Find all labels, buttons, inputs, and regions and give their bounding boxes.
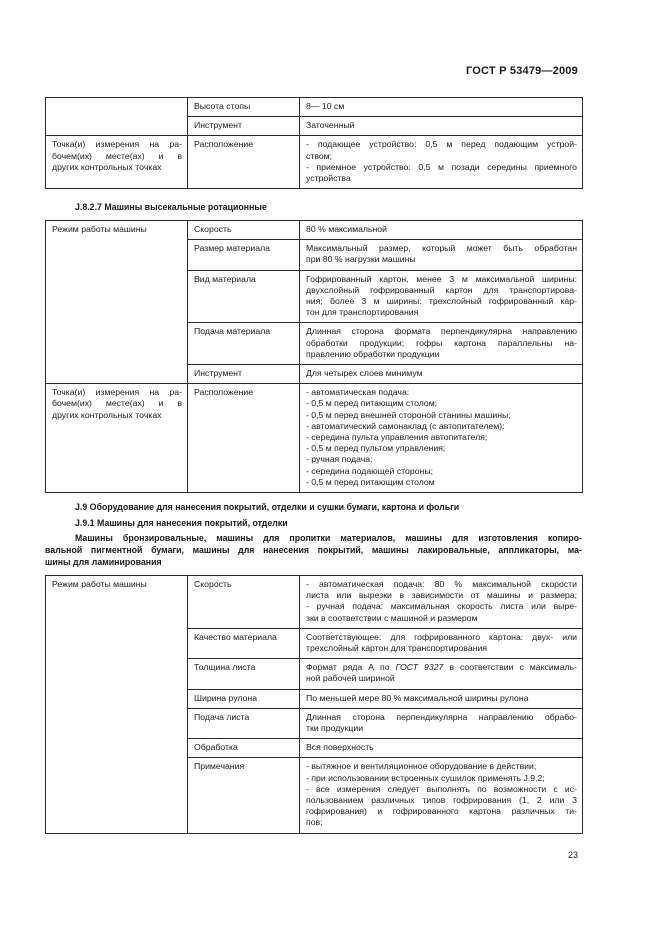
value-cell: 8— 10 см [300, 98, 583, 117]
table-row [46, 384, 583, 493]
value-cell: Длинная сторона перпендикулярна направлению обрабо- тки продукции [300, 708, 583, 738]
section-heading-j9: J.9 Оборудование для нанесения покрытий, отделки и сушки бумаги, картона и фольги [75, 502, 460, 512]
thickness-text-b: в соответствии с максималь- [443, 662, 577, 673]
param-cell: Расположение [188, 384, 300, 493]
value-cell: - вытяжное и вентиляционное оборудование в действии; - при использовании встроенных сушилок применять J.9.2; - все измерения следует выполнять по возможности с ис- пользованием различных типов гофрирования (1, 2 или 3 гофрирования) и гофрированного картона различных ти- пов; [300, 758, 583, 833]
value-cell: Гофрированный картон, менее 3 м максимальной ширины: двухслойный гофрированный картон для транспортирова- ния; более 3 м ширины: трехслойный гофрированный кар- тон для транспортирования [300, 270, 583, 323]
machines-paragraph: Машины бронзировальные, машины для пропитки материалов, машины для изготовления копиро- вальной пигментной бумаги, машины для нанесения покрытий, машины лакировальные, аппликаторы, ма- шины для ламинирования [45, 533, 582, 567]
param-cell: Размер материала [188, 240, 300, 270]
mode-label-cell: Режим работы машины [46, 576, 188, 834]
value-cell: Максимальный размер, который может быть обработан при 80 % нагрузки машины [300, 240, 583, 270]
measurement-points-label: Точка(и) измерения на ра- бочем(их) месте(ах) и в других контрольных точках [46, 384, 188, 493]
section-heading-j827: J.8.2.7 Машины высекальные ротационные [75, 202, 267, 212]
value-cell: Вся поверхность [300, 739, 583, 758]
measurement-points-label: Точка(и) измерения на ра- бочем(их) месте(ах) и в других контрольных точках [46, 136, 188, 189]
table-coating-machines [45, 575, 583, 834]
param-cell: Высота стопы [188, 98, 300, 117]
param-cell: Скорость [188, 221, 300, 240]
param-cell: Качество материала [188, 628, 300, 658]
param-cell: Подача листа [188, 708, 300, 738]
param-cell: Скорость [188, 576, 300, 629]
value-cell: Для четырех слоев минимум [300, 365, 583, 384]
value-cell: 80 % максимальной [300, 221, 583, 240]
value-cell: По меньшей мере 80 % максимальной ширины рулона [300, 689, 583, 708]
table-row [46, 98, 583, 117]
param-cell: Примечания [188, 758, 300, 833]
section-heading-j91: J.9.1 Машины для нанесения покрытий, отделки [75, 518, 288, 528]
empty-cell [46, 98, 188, 136]
thickness-text-a: Формат ряда А по [306, 662, 396, 673]
param-cell: Обработка [188, 739, 300, 758]
param-cell: Толщина листа [188, 659, 300, 689]
table-row [46, 221, 583, 240]
table-rotary-die-cutters [45, 220, 583, 493]
value-cell: - автоматическая подача: - 0,5 м перед питающим столом; - 0,5 м перед внешней стороной станины машины; - автоматический самонаклад (с автопитателем): - середина пульта управления автопитателя; - 0,5 м перед пультом управления; - ручная подача: - середина подающей стороны; - 0,5 м перед питающим столом [300, 384, 583, 493]
param-cell: Инструмент [188, 365, 300, 384]
document-code: ГОСТ Р 53479—2009 [466, 65, 578, 77]
value-cell: - автоматическая подача: 80 % максимальной скорости листа или вырезки в зависимости от машины и размера; - ручная подача: максимальная скорость листа или выре- зки в соответствии с машиной и размером [300, 576, 583, 629]
table-row [46, 576, 583, 629]
value-cell: - подающее устройство: 0,5 м перед подающим устрой- ством; - приемное устройство: 0,5 м позади середины приемного устройства [300, 136, 583, 189]
value-cell: Соответствующее: для гофрированного картона: двух- или трехслойный картон для транспортирования [300, 628, 583, 658]
param-cell: Инструмент [188, 117, 300, 136]
param-cell: Расположение [188, 136, 300, 189]
value-cell: Заточенный [300, 117, 583, 136]
table-continued [45, 97, 583, 189]
param-cell: Подача материала [188, 323, 300, 365]
param-cell: Ширина рулона [188, 689, 300, 708]
page-number: 23 [568, 850, 579, 860]
value-cell: Длинная сторона формата перпендикулярна направлению обработки продукции; гофры картона параллельны на- правлению обработки продукции [300, 323, 583, 365]
value-cell: Формат ряда А по ГОСТ 9327 в соответствии с максималь- ной рабочей шириной [300, 659, 583, 689]
table-row [46, 136, 583, 189]
gost-reference-link[interactable]: ГОСТ 9327 [395, 662, 444, 673]
mode-label-cell: Режим работы машины [46, 221, 188, 384]
param-cell: Вид материала [188, 270, 300, 323]
